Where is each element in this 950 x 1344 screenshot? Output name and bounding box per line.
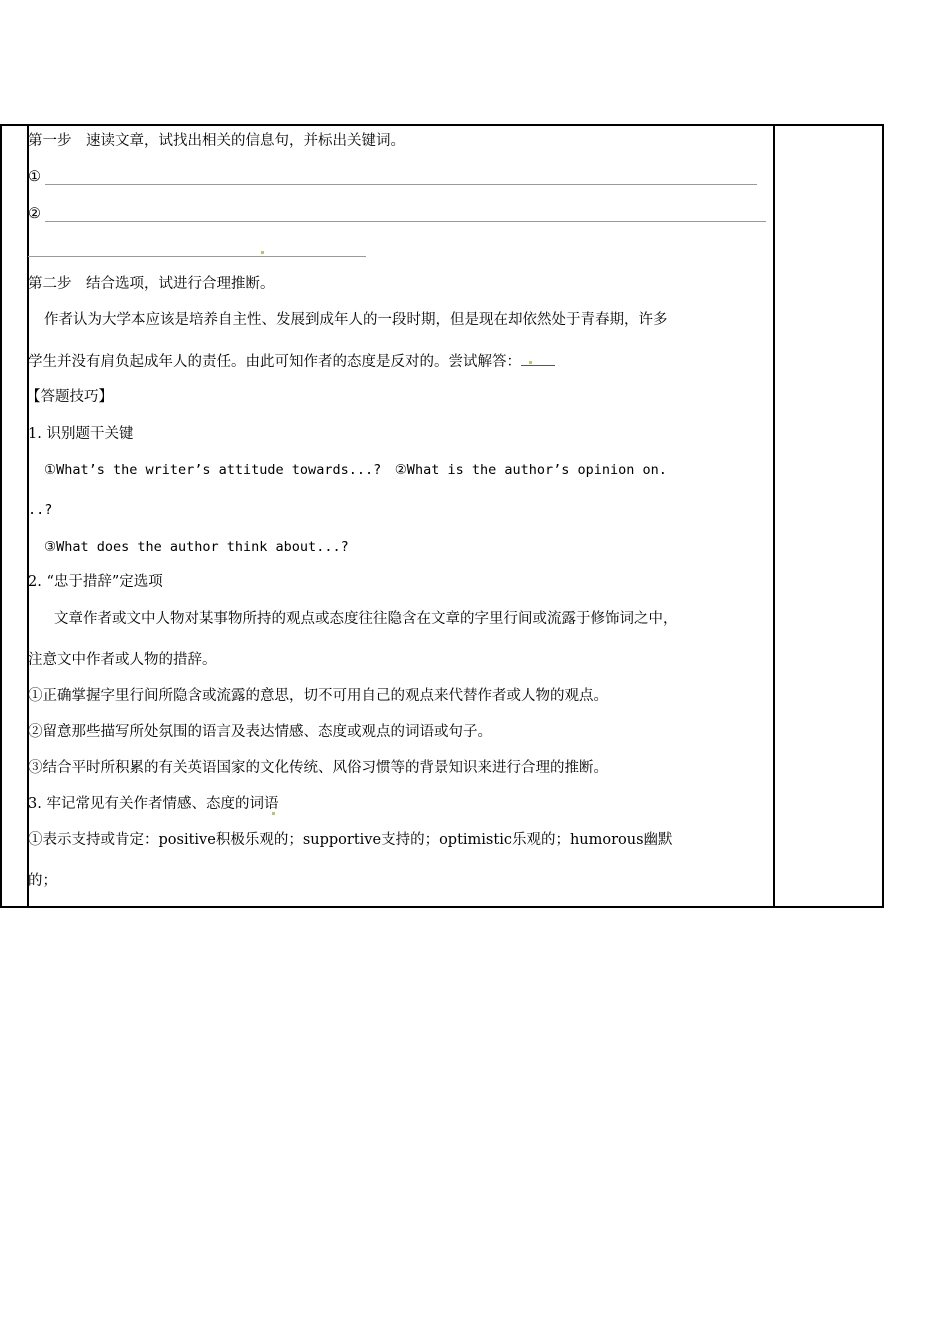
step1-heading: 第一步 速读文章，试找出相关的信息句，并标出关键词。 (28, 133, 405, 149)
step2-heading: 第二步 结合选项，试进行合理推断。 (28, 276, 275, 292)
tip3-line1: ①表示支持或肯定：positive积极乐观的；supportive支持的；optimistic乐观的；humorous幽默 (28, 832, 673, 848)
table-right-column-divider (773, 126, 775, 906)
tip2-point2: ②留意那些描写所处氛围的语言及表达情感、态度或观点的词语或句子。 (28, 724, 492, 740)
answer-line-2[interactable] (45, 221, 766, 222)
tip1-question-line3: ③What does the author think about...? (44, 539, 349, 555)
tip3-line2: 的； (28, 873, 57, 889)
step1-item1-marker: ① (28, 169, 41, 185)
stray-mark (272, 812, 275, 815)
tips-heading: 【答题技巧】 (26, 389, 113, 405)
step2-paragraph-line1: 作者认为大学本应该是培养自主性、发展到成年人的一段时期，但是现在却依然处于青春期，许多 (44, 312, 668, 328)
answer-blank[interactable] (521, 353, 555, 366)
tip2-point3: ③结合平时所积累的有关英语国家的文化传统、风俗习惯等的背景知识来进行合理的推断。 (28, 760, 608, 776)
step1-item2-marker: ② (28, 206, 41, 222)
step2-paragraph-line2-text: 学生并没有肩负起成年人的责任。由此可知作者的态度是反对的。尝试解答： (28, 354, 521, 370)
stray-mark (529, 361, 532, 364)
tip2-paragraph-line2: 注意文中作者或人物的措辞。 (28, 652, 217, 668)
stray-mark (261, 251, 264, 254)
tip1-question-line1: ①What’s the writer’s attitude towards...? ②What is the author’s opinion on. (44, 462, 667, 478)
tip2-point1: ①正确掌握字里行间所隐含或流露的意思，切不可用自己的观点来代替作者或人物的观点。 (28, 688, 608, 704)
table-content-cell (28, 124, 770, 908)
tip1-title: 1. 识别题干关键 (28, 426, 134, 442)
answer-line-3[interactable] (28, 256, 366, 257)
tip2-paragraph-line1: 文章作者或文中人物对某事物所持的观点或态度往往隐含在文章的字里行间或流露于修饰词之中， (54, 611, 678, 627)
tip3-title: 3. 牢记常见有关作者情感、态度的词语 (28, 796, 279, 812)
step2-paragraph-line2 (28, 352, 555, 372)
answer-line-1[interactable] (45, 184, 757, 185)
tip2-title: 2. “忠于措辞”定选项 (28, 574, 163, 590)
tip1-question-line2: ..? (28, 502, 53, 518)
